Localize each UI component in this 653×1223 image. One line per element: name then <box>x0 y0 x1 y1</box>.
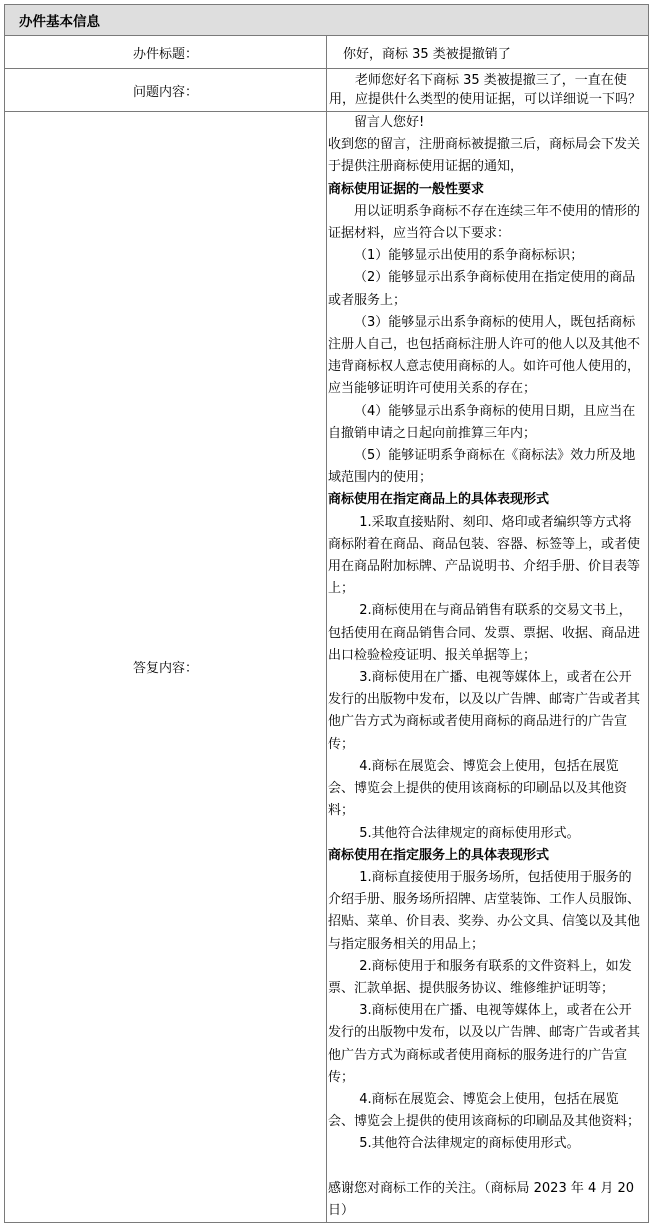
service-usage-item: 2.商标使用于和服务有联系的文件资料上，如发票、汇款单据、提供服务协议、维修维护证明等； <box>328 958 632 996</box>
goods-usage-item: 2.商标使用在与商品销售有联系的交易文书上，包括使用在商品销售合同、发票、票据、收据、商品进出口检验检疫证明、报关单据等上； <box>328 603 641 663</box>
goods-usage-item: 4.商标在展览会、博览会上使用，包括在展览会、博览会上提供的使用该商标的印刷品以及其他资料； <box>328 758 628 819</box>
question-label: 问题内容： <box>5 69 327 112</box>
service-usage-item: 5.其他符合法律规定的商标使用形式。 <box>359 1136 580 1152</box>
blank-line <box>328 1156 644 1178</box>
answer-closing: 感谢您对商标工作的关注。（商标局 2023 年 4 月 20 日） <box>328 1180 635 1218</box>
answer-content <box>327 112 649 1223</box>
title-value: 你好，商标 35 类被提撤销了 <box>327 36 649 69</box>
title-label: 办件标题： <box>5 36 327 69</box>
question-row <box>5 69 649 112</box>
answer-intro: 收到您的留言，注册商标被提撤三后，商标局会下发关于提供注册商标使用证据的通知， <box>328 137 641 175</box>
section-header-row <box>5 5 649 36</box>
answer-row <box>5 112 649 1223</box>
requirement-item: （4）能够显示出系争商标的使用日期，且应当在自撤销申请之日起向前推算三年内； <box>328 403 636 441</box>
section-heading-general: 商标使用证据的一般性要求 <box>328 181 485 197</box>
service-usage-item: 1.商标直接使用于服务场所，包括使用于服务的介绍手册、服务场所招牌、店堂装饰、工作人员服饰、招贴、菜单、价目表、奖券、办公文具、信笺以及其他与指定服务相关的用品上； <box>328 869 641 952</box>
title-row <box>5 36 649 69</box>
question-value: 老师您好名下商标 35 类被提撤三了，一直在使用，应提供什么类型的使用证据，可以详细说一下吗？ <box>327 69 649 112</box>
service-usage-item: 3.商标使用在广播、电视等媒体上，或者在公开发行的出版物中发布，以及以广告牌、邮寄广告或者其他广告方式为商标或者使用商标的服务进行的广告宣传； <box>328 1003 641 1085</box>
requirement-item: （5）能够证明系争商标在《商标法》效力所及地域范围内的使用； <box>328 448 636 486</box>
goods-usage-item: 5.其他符合法律规定的商标使用形式。 <box>359 825 580 841</box>
answer-paragraph: 用以证明系争商标不存在连续三年不使用的情形的证据材料，应当符合以下要求： <box>328 203 641 242</box>
answer-greeting: 留言人您好! <box>354 115 425 130</box>
goods-usage-item: 1.采取直接贴附、刻印、烙印或者编织等方式将商标附着在商品、商品包装、容器、标签等上，或者使用在商品附加标牌、产品说明书、介绍手册、价目表等上； <box>328 514 641 597</box>
answer-label: 答复内容： <box>5 112 327 1223</box>
requirement-item: （3）能够显示出系争商标的使用人，既包括商标注册人自己，也包括商标注册人许可的他人以及其他不违背商标权人意志使用商标的人。如许可他人使用的，应当能够证明许可使用关系的存在； <box>328 314 641 397</box>
goods-usage-item: 3.商标使用在广播、电视等媒体上，或者在公开发行的出版物中发布，以及以广告牌、邮寄广告或者其他广告方式为商标或者使用商标的商品进行的广告宣传； <box>328 670 641 752</box>
section-heading-goods: 商标使用在指定商品上的具体表现形式 <box>328 492 550 508</box>
section-heading-services: 商标使用在指定服务上的具体表现形式 <box>328 847 550 863</box>
service-usage-item: 4.商标在展览会、博览会上使用，包括在展览会、博览会上提供的使用该商标的印刷品及其他资料； <box>328 1091 641 1130</box>
requirement-item: （1）能够显示出使用的系争商标标识； <box>354 248 584 264</box>
section-header: 办件基本信息 <box>5 5 649 36</box>
requirement-item: （2）能够显示出系争商标使用在指定使用的商品或者服务上； <box>328 270 636 308</box>
case-info-table <box>4 4 649 1223</box>
